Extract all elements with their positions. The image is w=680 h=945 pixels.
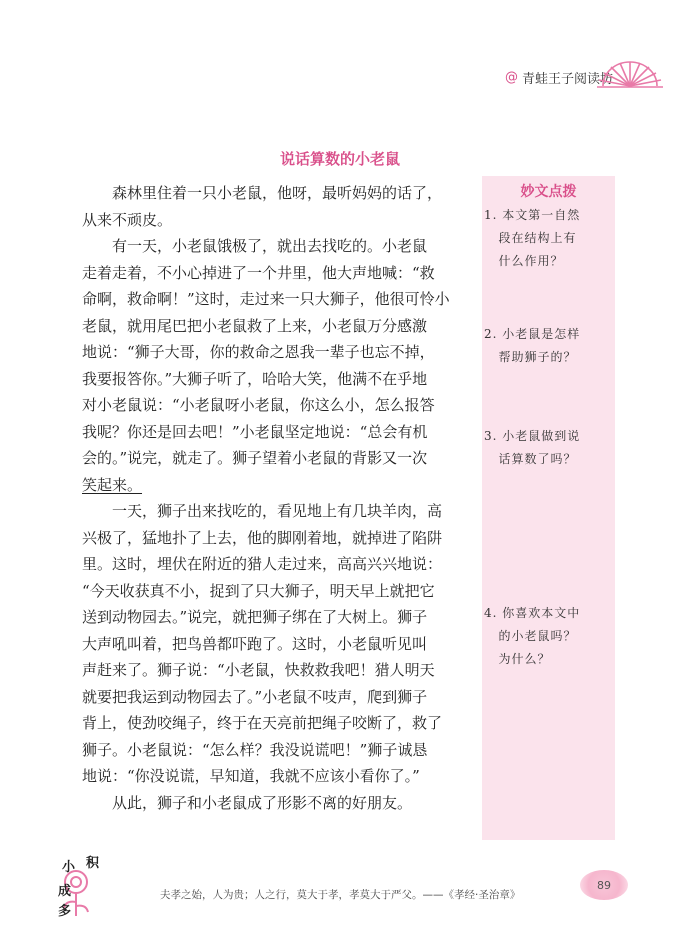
- logo-char-2: 积: [86, 856, 100, 871]
- logo-char-1: 小: [62, 860, 76, 875]
- paragraph-1: 森林里住着一只小老鼠，他呀，最听妈妈的话了， 从来不顽皮。: [82, 184, 443, 229]
- logo-char-4: 多: [58, 904, 72, 919]
- paragraph-2: [82, 233, 474, 498]
- sidebar-panel: [482, 176, 615, 840]
- sidebar-question-2: 2. 小老鼠是怎样 帮助狮子的？: [484, 327, 581, 364]
- flower-logo-icon: [36, 850, 116, 920]
- paragraph-2-underlined: 笑起来。: [82, 475, 143, 494]
- footer-quote: 夫孝之始，人为贵；人之行，莫大于孝，孝莫大于严父。——《孝经·圣治章》: [160, 889, 521, 901]
- paragraph-3: 一天，狮子出来找吃的，看见地上有几块羊肉，高 兴极了，猛地扑了上去，他的脚刚着地，就掉进了陷阱 里。这时，埋伏在附近的猎人走过来，高高兴兴地说： “今天收获真不小，捉到了只大狮子，明天早上就把它 送到动物园去。”说完，就把狮子绑在了大树上。狮子 大声吼叫着，把鸟兽都吓跑了。这时，小老鼠听见叫 声赶来了。狮子说：“小老鼠，快救救我吧！猎人明天 就要把我运到动物园去了。”小老鼠不吱声，爬到狮子 背上，使劲咬绳子，终于在天亮前把绳子咬断了，救了 狮子。小老鼠说：“怎么样？我没说谎吧！”狮子诚恳 地说：“你没说谎，早知道，我就不应该小看你了。”: [82, 502, 443, 785]
- logo-char-3: 成: [58, 884, 72, 899]
- page-number: 89: [580, 870, 628, 900]
- sunburst-fan-icon: [595, 58, 665, 88]
- sidebar-question-4: 4. 你喜欢本文中 的小老鼠吗？ 为什么？: [484, 606, 581, 666]
- series-name: 青蛙王子阅读坊: [522, 72, 614, 87]
- article-body: [82, 180, 474, 816]
- at-symbol-icon: @: [505, 70, 518, 85]
- sidebar-title: 妙文点拨: [520, 184, 577, 200]
- paragraph-2-main: 有一天，小老鼠饿极了，就出去找吃的。小老鼠 走着走着，不小心掉进了一个井里，他大声地喊：“救 命啊，救命啊！”这时，走过来一只大狮子，他很可怜小 老鼠，就用尾巴把小老鼠救了上来，小老鼠万分感激 地说：“狮子大哥，你的救命之恩我一辈子也忘不掉， 我要报答你。”大狮子听了，哈哈大笑，他满不在乎地 对小老鼠说：“小老鼠呀小老鼠，你这么小，怎么报答 我呢？你还是回去吧！”小老鼠坚定地说：“总会有机 会的。”说完，就走了。狮子望着小老鼠的背影又一次: [82, 237, 450, 467]
- paragraph-4: 从此，狮子和小老鼠成了形影不离的好朋友。: [82, 793, 413, 812]
- sidebar-question-3: 3. 小老鼠做到说 话算数了吗？: [484, 429, 581, 466]
- sidebar-question-1: 1. 本文第一自然 段在结构上有 什么作用？: [484, 208, 581, 268]
- article-title: 说话算数的小老鼠: [279, 150, 400, 168]
